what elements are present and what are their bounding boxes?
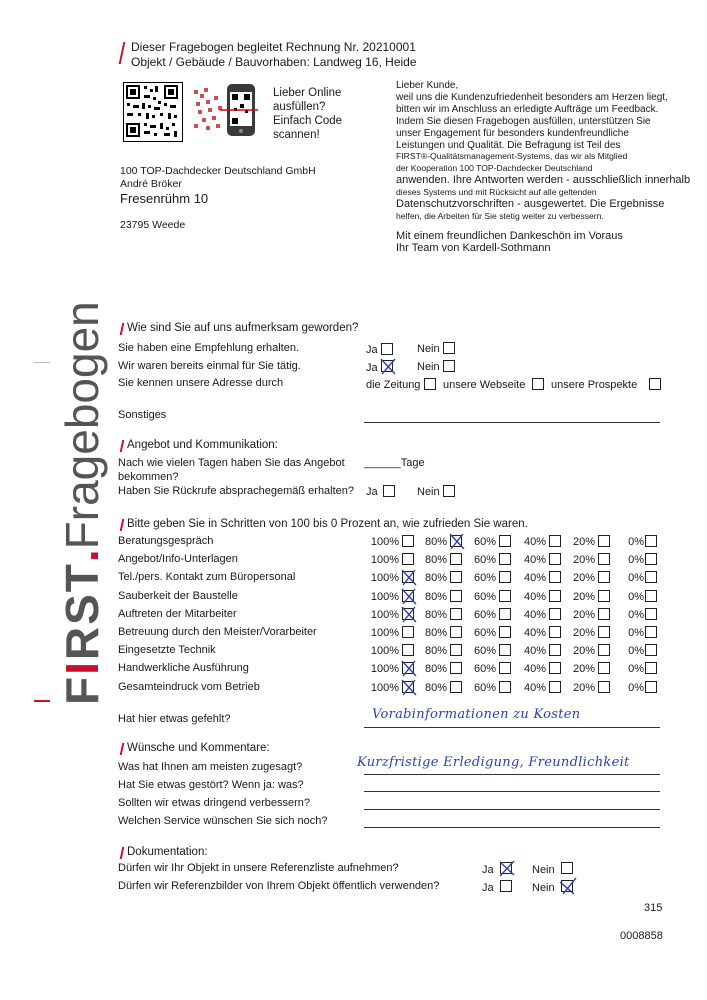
- online-prompt-line: scannen!: [273, 129, 320, 141]
- page-code: 315: [644, 902, 663, 914]
- rating-checkbox[interactable]: [645, 608, 657, 620]
- rating-scale-label: 100%: [370, 681, 399, 694]
- fold-mark: [34, 362, 50, 363]
- rating-scale-label: 0%: [628, 536, 644, 548]
- ja-label: Ja: [366, 362, 378, 374]
- option-webseite: unsere Webseite: [443, 379, 526, 391]
- intro-line: Indem Sie diesen Fragebogen ausfüllen, unterstützen Sie: [396, 115, 651, 127]
- checkbox-bilder-ja[interactable]: [500, 880, 512, 892]
- rating-scale-label: 80%: [424, 536, 447, 548]
- nein-label: Nein: [417, 486, 440, 498]
- nein-label: Nein: [417, 343, 440, 355]
- rating-scale-label: 0%: [628, 645, 644, 658]
- rating-scale-label: 100%: [370, 627, 399, 639]
- zugesagt-line: [364, 774, 660, 775]
- rating-scale-label: 20%: [572, 627, 595, 639]
- gefehlt-line: [364, 727, 660, 728]
- rating-scale-label: 80%: [424, 590, 447, 603]
- rating-row-label: Beratungsgespräch: [118, 535, 214, 547]
- online-prompt-line: ausfüllen?: [273, 101, 326, 113]
- tage-field[interactable]: ______Tage: [364, 457, 425, 469]
- checkbox-webseite[interactable]: [532, 378, 544, 390]
- rating-checkbox[interactable]: [645, 553, 657, 565]
- q-service: Welchen Service wünschen Sie sich noch?: [118, 815, 328, 827]
- checkbox-prospekte[interactable]: [649, 378, 661, 390]
- rating-scale-label: 40%: [523, 536, 546, 548]
- document-number: 0008858: [620, 930, 663, 942]
- q-bereits-taetig: Wir waren bereits einmal für Sie tätig.: [118, 360, 301, 372]
- rating-row-label: Angebot/Info-Unterlagen: [118, 553, 238, 566]
- rating-scale-label: 0%: [628, 608, 644, 621]
- rating-scale-label: 0%: [628, 572, 644, 585]
- intro-line: FIRST®-Qualitätsmanagement-Systems, das wir als Mitglied: [396, 151, 628, 162]
- rating-scale-label: 60%: [473, 627, 496, 639]
- rating-scale-label: 40%: [523, 645, 546, 658]
- online-prompt-line: Lieber Online: [273, 87, 342, 99]
- checkbox-bilder-nein[interactable]: [561, 880, 573, 892]
- phone-scan-icon: [194, 80, 264, 146]
- rating-scale-label: 40%: [523, 572, 546, 585]
- brand-letter: F: [56, 674, 108, 705]
- online-prompt: [273, 86, 342, 142]
- rating-scale-label: 60%: [473, 681, 496, 694]
- section4-title: Wünsche und Kommentare:: [127, 742, 270, 754]
- intro-line: Leistungen und Qualität. Die Befragung ist Teil des: [396, 139, 621, 151]
- sidebar-title: [55, 301, 109, 705]
- rating-scale-label: 60%: [473, 645, 496, 658]
- intro-line: helfen, die Arbeiten für Sie stetig weiter zu verbessern.: [396, 210, 604, 221]
- rating-scale-label: 100%: [370, 572, 399, 585]
- service-line[interactable]: [364, 827, 660, 828]
- q-referenzliste: Dürfen wir Ihr Objekt in unsere Referenzliste aufnehmen?: [118, 862, 399, 874]
- section5-title: Dokumentation:: [127, 846, 208, 858]
- address-person: André Bröker: [120, 178, 182, 190]
- rating-scale-label: 0%: [628, 681, 644, 694]
- rating-scale-label: 80%: [424, 681, 447, 694]
- verbessern-line[interactable]: [364, 809, 660, 810]
- rating-scale-label: 80%: [424, 663, 447, 676]
- rating-scale-label: 60%: [473, 608, 496, 621]
- address-street: Fresenrühm 10: [120, 191, 209, 206]
- checkbox-zeitung[interactable]: [424, 378, 436, 390]
- rating-scale-label: 40%: [523, 627, 546, 639]
- rating-scale-label: 20%: [572, 645, 595, 658]
- brand-letters: RST: [56, 562, 108, 661]
- rating-scale-label: 40%: [523, 554, 546, 567]
- option-zeitung: die Zeitung: [366, 379, 421, 391]
- rating-row-label: Tel./pers. Kontakt zum Büropersonal: [118, 571, 296, 584]
- qr-code[interactable]: [123, 82, 183, 142]
- rating-checkbox[interactable]: [645, 571, 657, 583]
- rating-checkbox[interactable]: [645, 681, 657, 693]
- ja-label: Ja: [366, 486, 378, 498]
- intro-greeting: Lieber Kunde,: [396, 80, 459, 91]
- rating-scale-label: 0%: [628, 627, 644, 639]
- rating-scale-label: 80%: [424, 572, 447, 585]
- rating-scale-label: 100%: [370, 536, 399, 548]
- rating-row-label: Auftreten der Mitarbeiter: [118, 607, 237, 620]
- address-block: [120, 165, 316, 232]
- rating-scale-label: 40%: [523, 681, 546, 694]
- rating-scale-label: 0%: [628, 663, 644, 676]
- q-angebot-tage: Nach wie vielen Tagen haben Sie das Angebot: [118, 457, 345, 469]
- q-gefehlt: Hat hier etwas gefehlt?: [118, 713, 231, 725]
- rating-checkbox[interactable]: [645, 626, 657, 638]
- rating-row-label: Eingesetzte Technik: [118, 644, 216, 657]
- nein-label: Nein: [532, 864, 555, 876]
- rating-scale-label: 80%: [424, 645, 447, 658]
- checkbox-rueckruf-nein[interactable]: [443, 485, 455, 497]
- section2-title: Angebot und Kommunikation:: [127, 439, 278, 451]
- checkmark-x-icon: [499, 860, 515, 877]
- fold-mark: [34, 700, 50, 702]
- ja-label: Ja: [366, 344, 378, 356]
- rating-scale-label: 20%: [572, 608, 595, 621]
- rating-scale-label: 60%: [473, 663, 496, 676]
- checkbox-referenz-nein[interactable]: [561, 862, 573, 874]
- q-sonstiges: Sonstiges: [118, 409, 167, 421]
- checkbox-taetig-nein[interactable]: [443, 360, 455, 372]
- checkbox-rueckruf-ja[interactable]: [383, 485, 395, 497]
- online-prompt-line: Einfach Code: [273, 115, 343, 127]
- q-referenzbilder: Dürfen wir Referenzbilder von Ihrem Objekt öffentlich verwenden?: [118, 880, 440, 892]
- rating-scale-label: 60%: [473, 590, 496, 603]
- rating-scale-label: 20%: [572, 663, 595, 676]
- intro-letter: [396, 80, 696, 255]
- ja-label: Ja: [482, 882, 494, 894]
- rating-scale-label: 100%: [370, 645, 399, 658]
- rating-scale-label: 80%: [424, 554, 447, 567]
- rating-row-label: Handwerkliche Ausführung: [118, 662, 249, 675]
- address-city: 23795 Weede: [120, 219, 186, 231]
- checkbox-empfehlung-nein[interactable]: [443, 342, 455, 354]
- q-empfehlung: Sie haben eine Empfehlung erhalten.: [118, 342, 300, 354]
- intro-line: unser Engagement für besonders kundenfreundliche: [396, 127, 629, 139]
- rating-row-label: Betreuung durch den Meister/Vorarbeiter: [118, 626, 317, 638]
- answer-gefehlt[interactable]: Vorabinformationen zu Kosten: [372, 707, 581, 722]
- rating-scale-label: 100%: [370, 554, 399, 567]
- rating-scale-label: 40%: [523, 590, 546, 603]
- gestoert-line[interactable]: [364, 791, 660, 792]
- q-zugesagt: Was hat Ihnen am meisten zugesagt?: [118, 761, 303, 773]
- intro-signature: Ihr Team von Kardell-Sothmann: [396, 241, 551, 254]
- intro-line: weil uns die Kundenzufriedenheit besonders am Herzen liegt,: [396, 91, 668, 103]
- brand-mark: .: [56, 549, 108, 563]
- section1-title: Wie sind Sie auf uns aufmerksam geworden?: [127, 322, 359, 334]
- checkmark-x-icon: [380, 358, 396, 375]
- intro-line: Datenschutzvorschriften - ausgewertet. Die Ergebnisse: [396, 198, 665, 211]
- checkbox-referenz-ja[interactable]: [500, 862, 512, 874]
- rating-scale-label: 100%: [370, 608, 399, 621]
- checkmark-x-icon: [560, 878, 576, 895]
- intro-line: bitten wir im Anschluss an erledigte Aufträge um Feedback.: [396, 103, 659, 115]
- intro-line: der Kooperation 100 TOP-Dachdecker Deutschland: [396, 163, 593, 174]
- rating-scale-label: 60%: [473, 554, 496, 567]
- intro-closing: Mit einem freundlichen Dankeschön im Voraus: [396, 229, 623, 242]
- rating-scale-label: 40%: [523, 663, 546, 676]
- section3-title: Bitte geben Sie in Schritten von 100 bis 0 Prozent an, wie zufrieden Sie waren.: [127, 518, 528, 530]
- q-gestoert: Hat Sie etwas gestört? Wenn ja: was?: [118, 779, 304, 791]
- rating-scale-label: 40%: [523, 608, 546, 621]
- rating-scale-label: 20%: [572, 536, 595, 548]
- brand-letter-accent: I: [56, 660, 108, 675]
- nein-label: Nein: [417, 361, 440, 373]
- rating-scale-label: 100%: [370, 663, 399, 676]
- rating-scale-label: 20%: [572, 681, 595, 694]
- rating-row-label: Sauberkeit der Baustelle: [118, 589, 238, 602]
- rating-scale-label: 60%: [473, 536, 496, 548]
- rating-checkbox[interactable]: [645, 644, 657, 656]
- nein-label: Nein: [532, 882, 555, 894]
- rating-scale-label: 0%: [628, 590, 644, 603]
- rating-scale-label: 20%: [572, 590, 595, 603]
- rating-scale-label: 20%: [572, 554, 595, 567]
- intro-line: dieses Systems und mit Rücksicht auf alle geltenden: [396, 187, 597, 198]
- checkbox-empfehlung-ja[interactable]: [381, 343, 393, 355]
- q-verbessern: Sollten wir etwas dringend verbessern?: [118, 797, 310, 809]
- header-invoice-line: Dieser Fragebogen begleitet Rechnung Nr. 20210001: [131, 40, 416, 54]
- form-title: Fragebogen: [56, 301, 108, 550]
- header-object-line: Objekt / Gebäude / Bauvorhaben: Landweg 16, Heide: [131, 55, 417, 69]
- rating-scale-label: 20%: [572, 572, 595, 585]
- rating-checkbox[interactable]: [645, 535, 657, 547]
- rating-checkbox[interactable]: [645, 662, 657, 674]
- intro-line: anwenden. Ihre Antworten werden - ausschließlich innerhalb: [396, 174, 691, 187]
- answer-zugesagt[interactable]: Kurzfristige Erledigung, Freundlichkeit: [357, 755, 630, 770]
- rating-checkbox[interactable]: [645, 590, 657, 602]
- q-adresse: Sie kennen unsere Adresse durch: [118, 377, 284, 389]
- option-prospekte: unsere Prospekte: [551, 379, 638, 391]
- rating-scale-label: 80%: [424, 608, 447, 621]
- sonstiges-line[interactable]: [364, 422, 660, 423]
- rating-scale-label: 80%: [424, 627, 447, 639]
- ja-label: Ja: [482, 864, 494, 876]
- rating-scale-label: 0%: [628, 554, 644, 567]
- rating-scale-label: 60%: [473, 572, 496, 585]
- q-rueckrufe: Haben Sie Rückrufe absprachegemäß erhalten?: [118, 485, 355, 497]
- address-company: 100 TOP-Dachdecker Deutschland GmbH: [120, 165, 316, 177]
- q-angebot-tage-2: bekommen?: [118, 471, 179, 483]
- checkbox-taetig-ja[interactable]: [381, 360, 393, 372]
- rating-row-label: Gesamteindruck vom Betrieb: [118, 680, 260, 693]
- rating-scale-label: 100%: [370, 590, 399, 603]
